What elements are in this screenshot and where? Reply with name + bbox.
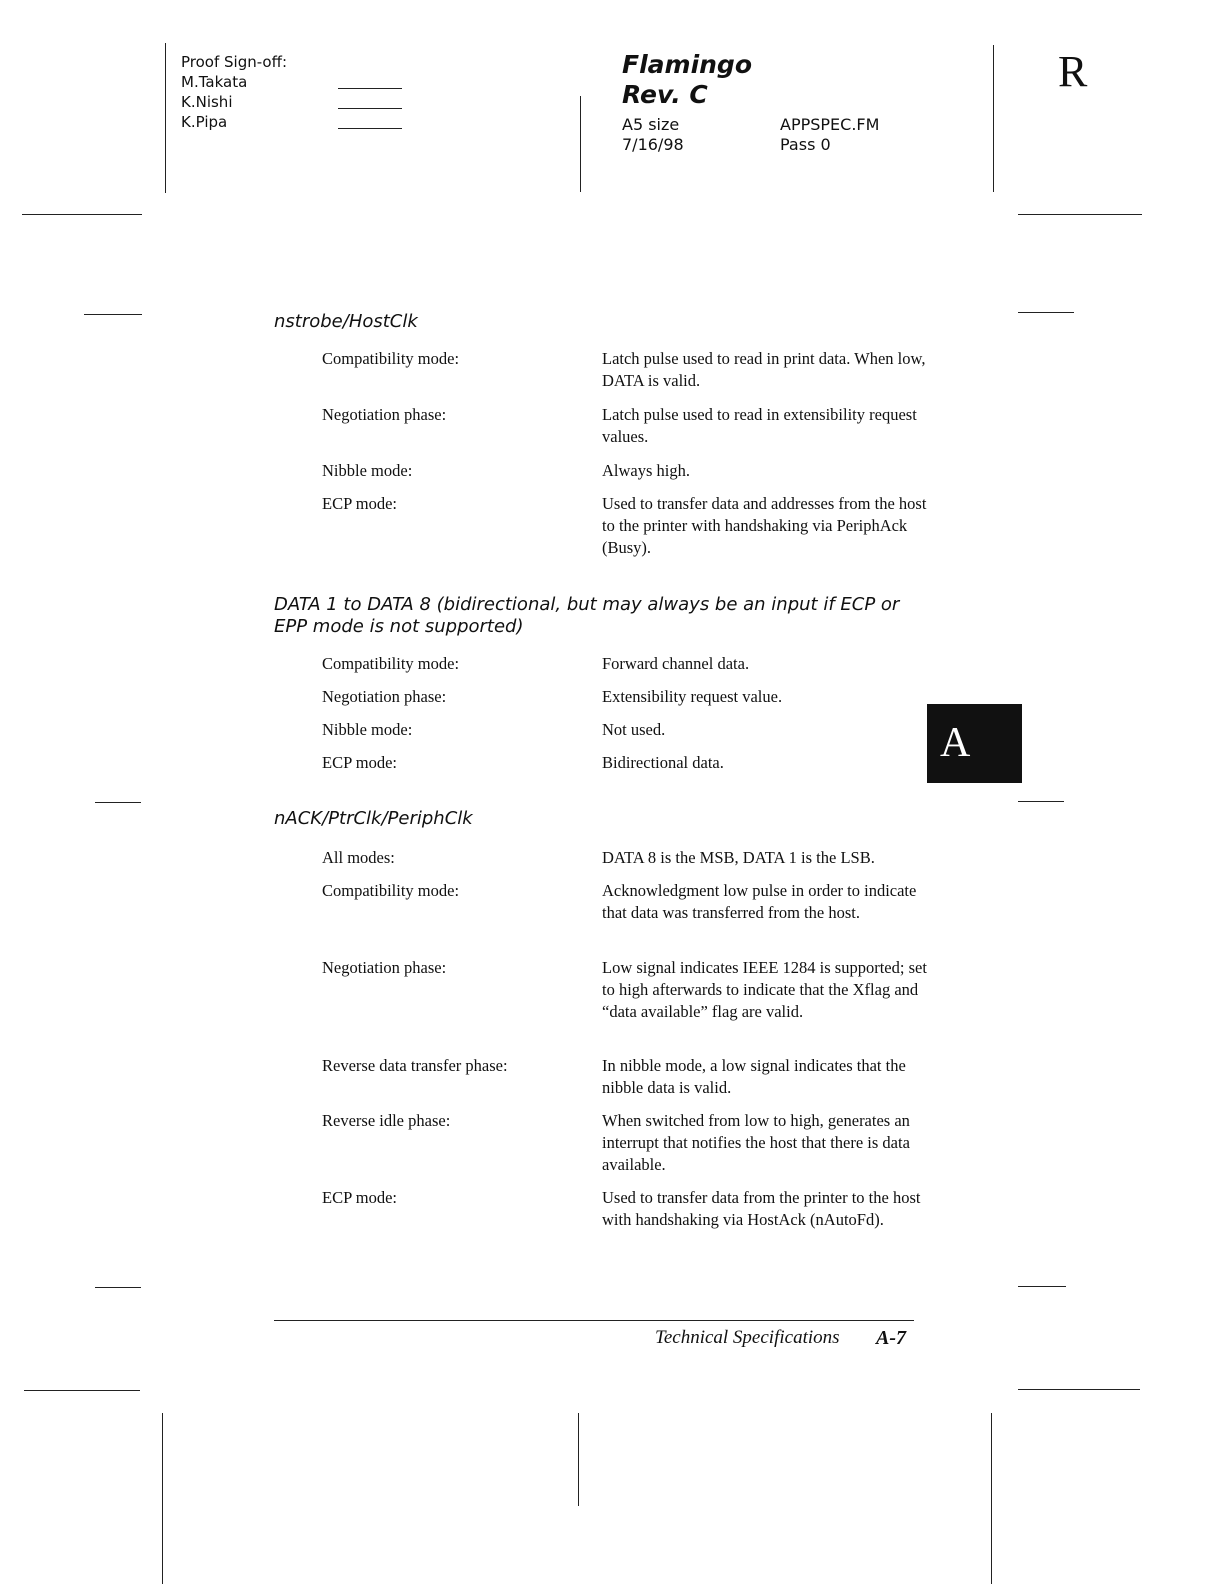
mode-description: Used to transfer data and addresses from the host to the printer with handshaking via PeriphAck (Busy). xyxy=(602,494,927,557)
mode-description: Latch pulse used to read in print data. When low, DATA is valid. xyxy=(602,349,926,390)
section-tab xyxy=(927,704,1022,783)
product-name: Flamingo xyxy=(622,50,753,79)
mode-label: Reverse data transfer phase: xyxy=(322,1056,508,1075)
mode-description: In nibble mode, a low signal indicates that the nibble data is valid. xyxy=(602,1056,906,1097)
mode-label: Negotiation phase: xyxy=(322,405,447,424)
signoff-title: Proof Sign-off: xyxy=(181,53,287,71)
mode-label: Compatibility mode: xyxy=(322,349,460,368)
crop-mark xyxy=(1018,801,1064,802)
mode-description: Forward channel data. xyxy=(602,654,750,673)
crop-mark xyxy=(1018,312,1074,313)
mode-label: All modes: xyxy=(322,848,395,867)
revision-label: Rev. C xyxy=(622,80,708,109)
footer-section-title: Technical Specifications xyxy=(655,1327,840,1348)
revision-date: 7/16/98 xyxy=(622,135,684,154)
signer-name: K.Nishi xyxy=(181,93,233,111)
mode-description: Extensibility request value. xyxy=(602,687,783,706)
signer-name: K.Pipa xyxy=(181,113,228,131)
mode-description: When switched from low to high, generates an interrupt that notifies the host that there is data available. xyxy=(602,1111,910,1174)
mode-description: DATA 8 is the MSB, DATA 1 is the LSB. xyxy=(602,848,875,867)
crop-mark xyxy=(578,1413,579,1506)
mode-label: Nibble mode: xyxy=(322,720,413,739)
crop-mark xyxy=(95,802,141,803)
mode-label: Compatibility mode: xyxy=(322,881,460,900)
crop-mark xyxy=(24,1390,140,1391)
crop-mark xyxy=(1018,214,1142,215)
signature-line xyxy=(338,128,402,129)
crop-mark xyxy=(580,96,581,192)
signature-line xyxy=(338,108,402,109)
mode-description: Bidirectional data. xyxy=(602,753,724,772)
footer-rule xyxy=(274,1320,914,1321)
page-number: A-7 xyxy=(876,1327,906,1349)
section-tab-letter: A xyxy=(940,720,971,766)
file-name: APPSPEC.FM xyxy=(780,115,880,134)
crop-mark xyxy=(1018,1286,1066,1287)
signer-name: M.Takata xyxy=(181,73,248,91)
proof-signoff xyxy=(181,52,287,132)
mode-description: Latch pulse used to read in extensibility request values. xyxy=(602,405,917,446)
mode-description: Always high. xyxy=(602,461,690,480)
section-heading: nACK/PtrClk/PeriphClk xyxy=(274,808,473,829)
mode-label: Negotiation phase: xyxy=(322,687,447,706)
mode-description: Not used. xyxy=(602,720,666,739)
mode-description: Low signal indicates IEEE 1284 is supported; set to high afterwards to indicate that the Xflag and “data available” flag are valid. xyxy=(602,958,927,1021)
crop-mark xyxy=(84,314,142,315)
signature-line xyxy=(338,88,402,89)
mode-label: ECP mode: xyxy=(322,1188,398,1207)
corner-mark: R xyxy=(1058,47,1088,96)
mode-description: Acknowledgment low pulse in order to indicate that data was transferred from the host. xyxy=(602,881,917,922)
mode-label: Compatibility mode: xyxy=(322,654,460,673)
mode-label: ECP mode: xyxy=(322,494,398,513)
crop-mark xyxy=(22,214,142,215)
section-heading: DATA 1 to DATA 8 (bidirectional, but may always be an input if ECP or EPP mode is not supported) xyxy=(274,594,900,637)
page-size: A5 size xyxy=(622,115,680,134)
section-heading: nstrobe/HostClk xyxy=(274,311,418,332)
crop-mark xyxy=(162,1413,163,1584)
mode-label: Negotiation phase: xyxy=(322,958,447,977)
crop-mark xyxy=(993,45,994,192)
mode-label: ECP mode: xyxy=(322,753,398,772)
mode-label: Reverse idle phase: xyxy=(322,1111,451,1130)
mode-label: Nibble mode: xyxy=(322,461,413,480)
mode-description: Used to transfer data from the printer to the host with handshaking via HostAck (nAutoFd). xyxy=(602,1188,921,1229)
crop-mark xyxy=(165,43,166,193)
pass-label: Pass 0 xyxy=(780,135,831,154)
crop-mark xyxy=(95,1287,141,1288)
crop-mark xyxy=(1018,1389,1140,1390)
crop-mark xyxy=(991,1413,992,1584)
